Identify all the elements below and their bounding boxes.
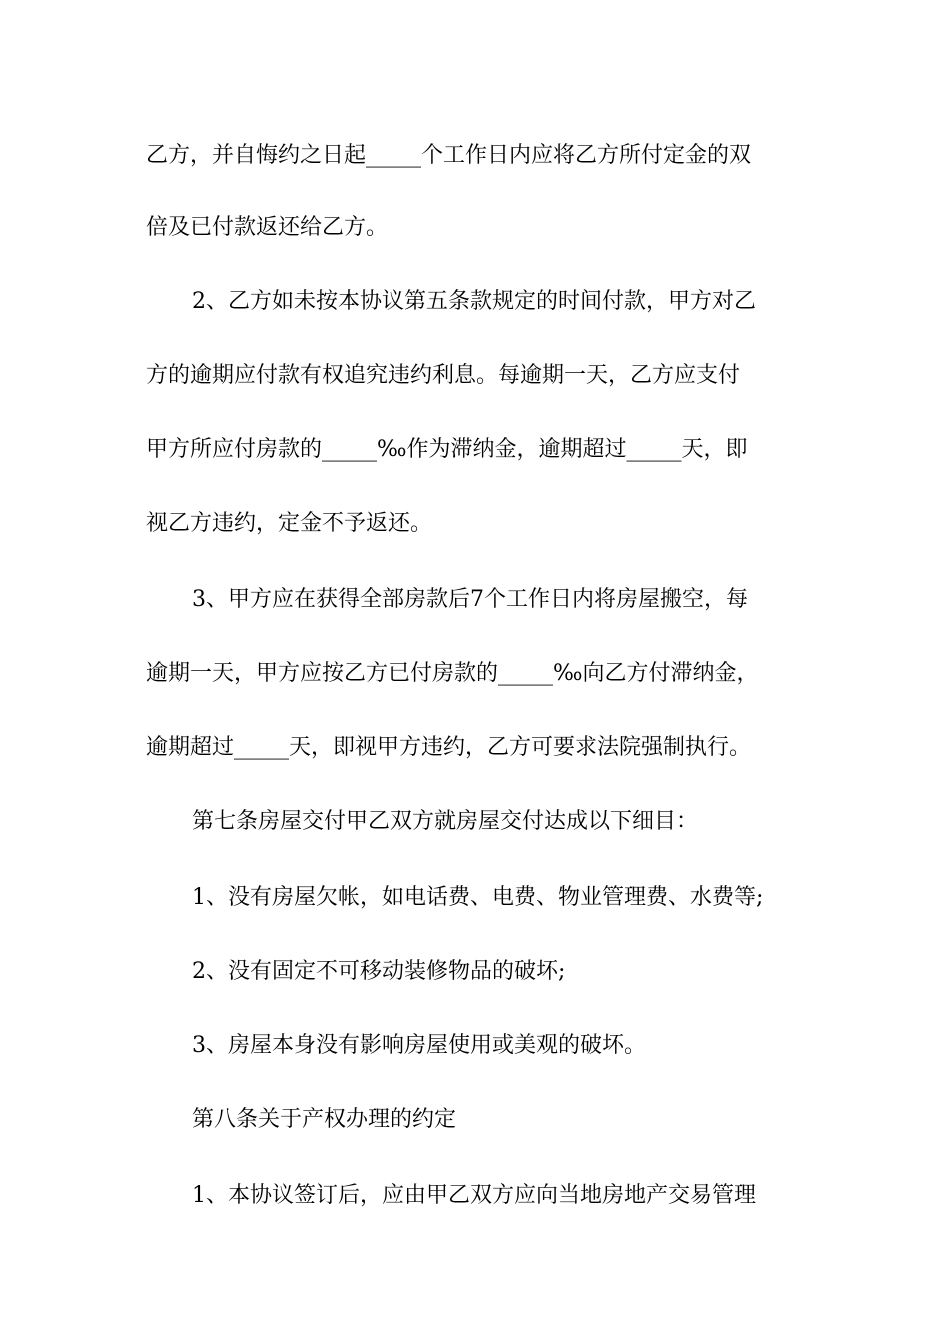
section-heading-7: 第七条房屋交付甲乙双方就房屋交付达成以下细目： bbox=[192, 809, 699, 834]
text-line-5: 甲方所应付房款的_____‰作为滞纳金，逾期超过_____天，即 bbox=[146, 437, 748, 462]
text-line-2: 倍及已付款返还给乙方。 bbox=[146, 215, 389, 240]
text-line-12: 2、没有固定不可移动装修物品的破坏; bbox=[192, 959, 566, 984]
text-line-15: 1、本协议签订后，应由甲乙双方应向当地房地产交易管理 bbox=[192, 1183, 756, 1208]
text-line-11: 1、没有房屋欠帐，如电话费、电费、物业管理费、水费等; bbox=[192, 885, 764, 910]
text-line-3: 2、乙方如未按本协议第五条款规定的时间付款，甲方对乙 bbox=[192, 289, 756, 314]
text-line-4: 方的逾期应付款有权追究违约利息。每逾期一天，乙方应支付 bbox=[146, 363, 741, 388]
text-line-13: 3、房屋本身没有影响房屋使用或美观的破坏。 bbox=[192, 1033, 646, 1058]
text-line-1: 乙方，并自悔约之日起_____个工作日内应将乙方所付定金的双 bbox=[146, 143, 752, 168]
text-line-6: 视乙方违约，定金不予返还。 bbox=[146, 511, 433, 536]
text-line-7: 3、甲方应在获得全部房款后7个工作日内将房屋搬空，每 bbox=[192, 587, 748, 612]
text-line-8: 逾期一天，甲方应按乙方已付房款的_____‰向乙方付滞纳金， bbox=[146, 661, 759, 686]
text-line-9: 逾期超过_____天，即视甲方违约，乙方可要求法院强制执行。 bbox=[146, 735, 752, 760]
section-heading-8: 第八条关于产权办理的约定 bbox=[192, 1107, 457, 1132]
